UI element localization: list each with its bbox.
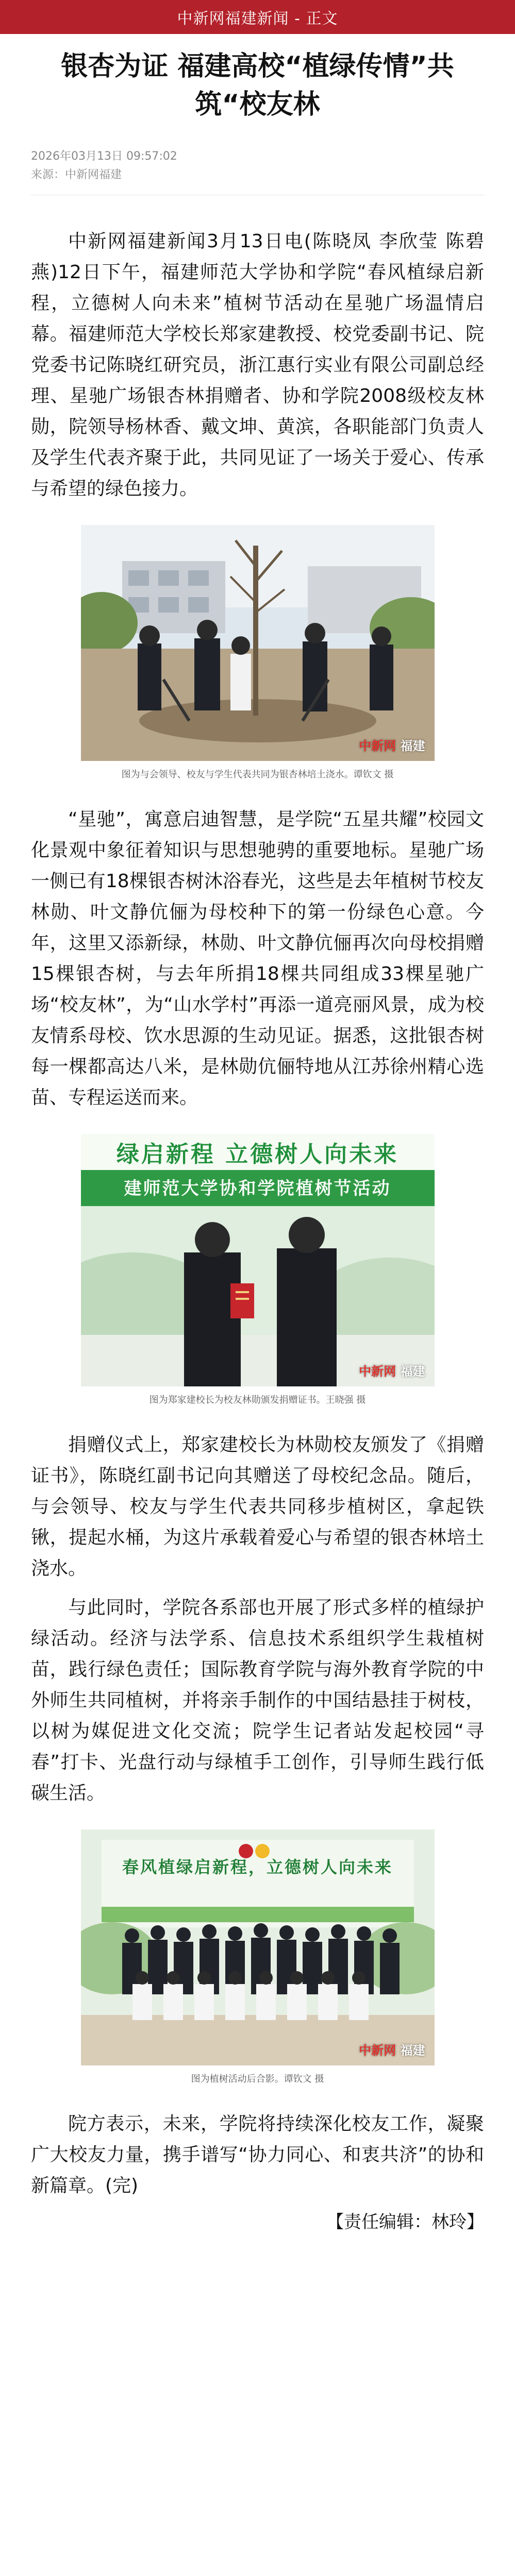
figure-1 [81, 525, 435, 782]
article-source: 来源：中新网福建 [31, 168, 122, 181]
figure-3 [81, 1829, 435, 2086]
photo-tree-planting[interactable] [81, 525, 435, 761]
photo-watermark: 中新网 福建 [359, 739, 425, 753]
article-body [0, 195, 515, 2201]
photo-watermark: 中新网 福建 [359, 2043, 425, 2058]
article-headline: 银杏为证 福建高校“植绿传情”共筑“校友林 [61, 51, 454, 120]
figure-2 [81, 1134, 435, 1407]
figure-caption: 图为与会领导、校友与学生代表共同为银杏林培土浇水。谭钦文 摄 [121, 769, 394, 780]
responsible-editor: 【责任编辑：林玲】 [326, 2212, 484, 2232]
figure-caption: 图为郑家建校长为校友林勋颁发捐赠证书。王晓强 摄 [149, 1395, 366, 1405]
photo-certificate-illustration [81, 1134, 435, 1386]
article-meta [31, 147, 484, 184]
article-header [0, 34, 515, 184]
paragraph-1: 中新网福建新闻3月13日电(陈晓凤 李欣莹 陈碧燕)12日下午，福建师范大学协和学院“春风植绿启新程，立德树人向未来”植树节活动在星驰广场温情启幕。福建师范大学校长郑家建教授、校党委副书记、院党委书记陈晓红研究员，浙江惠行实业有限公司副总经理、星驰广场银杏林捐赠者、协和学院2008级校友林勋，院领导杨林香、戴文坤、黄滨，各职能部门负责人及学生代表齐聚于此，共同见证了一场关于爱心、传承与希望的绿色接力。 [31, 231, 484, 499]
photo-banner-subtitle: 建师范大学协和学院植树节活动 [124, 1178, 391, 1199]
article-date: 2026年03月13日 09:57:02 [31, 150, 177, 163]
paragraph-2: “星驰”，寓意启迪智慧，是学院“五星共耀”校园文化景观中象征着知识与思想驰骋的重要地标。星驰广场一侧已有18棵银杏树沐浴春光，这些是去年植树节校友林勋、叶文静伉俪为母校种下的第一份绿色心意。今年，这里又添新绿，林勋、叶文静伉俪再次向母校捐赠15棵银杏树，与去年所捐18棵共同组成33棵星驰广场“校友林”，为“山水学村”再添一道亮丽风景，成为校友情系母校、饮水思源的生动见证。据悉，这批银杏树每一棵都高达八米，是林勋伉俪特地从江苏徐州精心选苗、专程运送而来。 [31, 809, 484, 1108]
photo-certificate-ceremony[interactable] [81, 1134, 435, 1386]
paragraph-3: 捐赠仪式上，郑家建校长为林勋校友颁发了《捐赠证书》，陈晓红副书记向其赠送了母校纪念品。随后，与会领导、校友与学生代表共同移步植树区，拿起铁锹，提起水桶，为这片承载着爱心与希望的银杏林培土浇水。 [31, 1434, 484, 1579]
photo-banner-text: 绿启新程 立德树人向未来 [81, 1134, 435, 1170]
figure-caption: 图为植树活动后合影。谭钦文 摄 [191, 2074, 324, 2084]
photo-group-picture[interactable] [81, 1829, 435, 2065]
top-header-bar [0, 0, 515, 34]
header-title: 中新网福建新闻 - 正文 [177, 10, 338, 28]
editor-row [0, 2210, 515, 2234]
photo-tree-planting-illustration [81, 525, 435, 761]
photo-banner-text: 春风植绿启新程，立德树人向未来 [122, 1857, 393, 1877]
photo-watermark: 中新网 福建 [359, 1364, 425, 1379]
paragraph-4: 与此同时，学院各系部也开展了形式多样的植绿护绿活动。经济与法学系、信息技术系组织学生栽植树苗，践行绿色责任；国际教育学院与海外教育学院的中外师生共同植树，并将亲手制作的中国结悬挂于树枝，以树为媒促进文化交流；院学生记者站发起校园“寻春”打卡、光盘行动与绿植手工创作，引导师生践行低碳生活。 [31, 1597, 484, 1804]
paragraph-5: 院方表示，未来，学院将持续深化校友工作，凝聚广大校友力量，携手谱写“协力同心、和衷共济”的协和新篇章。(完) [31, 2113, 484, 2196]
